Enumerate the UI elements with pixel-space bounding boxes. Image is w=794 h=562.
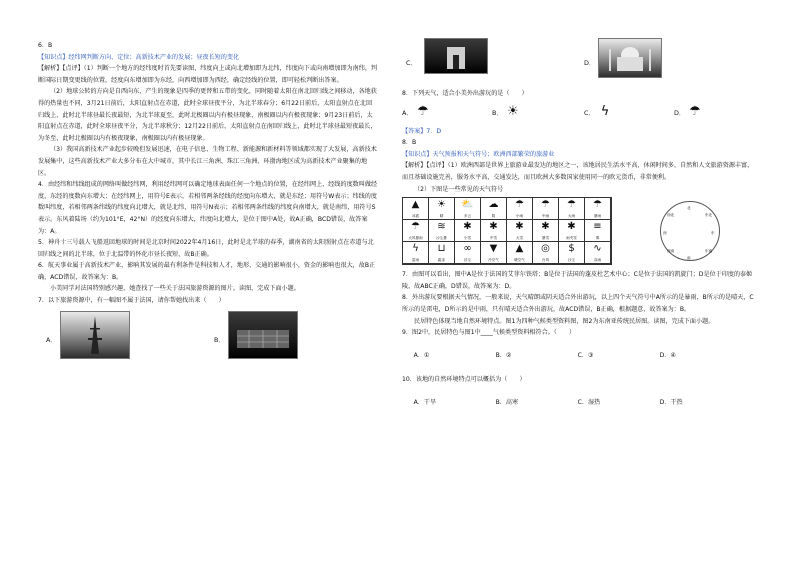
weather-symbol-cell xyxy=(429,242,455,264)
weather-symbol-caption: 台风 xyxy=(541,258,550,263)
analysis-paragraph-1: 【解析】【点评】（1）判断一个地方的经纬度时首先要读图，纬度向上或向北增加即为北纬，纬度向下或向南增加即为南纬，判断国际日期变更线的位置，经度向东增加即为东经，向西增加即为西经，确定经线的位置，即可轻松判断出答案。 xyxy=(38,65,378,84)
weather-option-b-label: B． xyxy=(492,108,503,117)
weather-symbol-cell xyxy=(507,198,533,220)
weather-symbol-caption: 浮尘 xyxy=(463,258,472,263)
analysis-right-1: 【解析】【点评】（1）欧洲西部是世界上旅游业最发达的地区之一，该地居民生活水平高，休闲时间多，自然和人文旅游资源丰富，而且基础设施完善，服务水平高，交通发达，而且欧洲大多数国家使用同一的欧元货币，非常便利。 xyxy=(402,162,754,181)
weather-symbol-icon: ϟ xyxy=(412,243,419,255)
weather-symbol-icon: ⛅ xyxy=(461,199,474,211)
q10-option-d: D．干热 xyxy=(659,398,683,406)
weather-symbol-caption: 小雪 xyxy=(463,236,472,241)
weather-symbol-icon: ▲ xyxy=(515,243,524,255)
weather-symbol-icon: $ xyxy=(568,243,575,255)
weather-symbol-cell xyxy=(507,242,533,264)
weather-symbol-caption: 中雨 xyxy=(541,214,550,219)
knowledge-tag-right: 【知识点】天气预报和天气符号；欧洲西部繁荣的旅游业 xyxy=(402,150,555,158)
weather-symbol-cell xyxy=(533,220,559,242)
weather-symbol-caption: 暴雪 xyxy=(541,236,550,241)
option-a-label: A． xyxy=(46,335,57,344)
analysis-paragraph-4: 4．由经纬和纬线组成的网络叫做经纬网，利用经纬网可以确定地球表面任何一个地点的位置，在经纬网上，经线的度数叫做经度，东经的度数向东增大；在经纬网上，用符号E表示，若相邻两条经线的经度向东增大，就是东经；用符号W表示；纬线的度数叫纬度，若相邻两条纬线的纬度向北增大，就是北纬，用符号N表示；若相邻两条纬线的纬度向南增大，就是南纬，用符号S表示。东风着陆场（约为101°E，42°N）的经度向东增大，纬度向北增大，是位于图中A处，故A正确，BCD错误，故答案为：A。 xyxy=(38,181,378,235)
wind-direction-label: 南 xyxy=(687,256,691,261)
weather-symbol-caption: 雾 xyxy=(595,236,600,241)
question-10-options xyxy=(402,385,758,420)
answer-7: 【答案】7．D xyxy=(402,127,442,135)
weather-symbol-cell xyxy=(429,220,455,242)
weather-symbol-cell xyxy=(559,242,585,264)
sunny-icon: ☀ xyxy=(507,103,519,119)
question-8: 8．下列天气，适合小美外出游玩的是（ ） xyxy=(402,90,528,97)
weather-symbol-caption: 雨夹雪 xyxy=(566,236,577,241)
rainstorm-icon: ☂ xyxy=(417,103,429,119)
weather-symbol-caption: 雷雨 xyxy=(411,258,420,263)
answer-8: 8．B xyxy=(402,139,417,147)
wind-direction-label: 北 xyxy=(687,206,691,211)
weather-symbol-caption: 大雨 xyxy=(567,214,576,219)
weather-symbol-caption: 沙尘 xyxy=(567,258,576,263)
weather-options xyxy=(402,100,758,126)
analysis-paragraph-6: 6．航天事业属于高新技术产业，影响其发展的最有利条件是科技和人才，地形、交通的影响很小，资金的影响也很大，故B正确，ACD错误，故答案为：B。 xyxy=(38,262,376,281)
lightning-icon: ϟ xyxy=(600,103,610,119)
weather-symbol-icon: ✱ xyxy=(515,221,524,233)
question-10: 10．该地的自然环境特点可以概括为（ ） xyxy=(402,375,526,383)
q9-option-b: B．② xyxy=(495,352,512,360)
weather-symbol-cell xyxy=(481,242,507,264)
weather-symbol-icon: ☂ xyxy=(541,199,550,211)
wind-direction-label: 东北 xyxy=(705,213,713,218)
weather-symbol-caption: 大雪 xyxy=(515,236,524,241)
weather-option-a-label: A． xyxy=(402,108,413,117)
weather-symbol-icon: ≋ xyxy=(437,221,446,233)
weather-symbol-icon: ☁ xyxy=(488,199,499,211)
reading-intro-2: 民居特色体现当地自然环境特点。图1为四种气候类型资料图，图2为东南亚传统民居图。读图，完成下面小题。 xyxy=(414,317,715,325)
right-column xyxy=(402,38,758,420)
weather-symbol-cell xyxy=(533,198,559,220)
weather-symbol-caption: 阴 xyxy=(491,214,496,219)
wind-direction-label: 西 xyxy=(663,231,667,236)
question-7-images-ab xyxy=(38,307,378,375)
option-c-label: C． xyxy=(406,59,417,67)
weather-symbol-icon: ☂ xyxy=(567,199,576,211)
weather-symbol-cell xyxy=(533,242,559,264)
weather-symbol-icon: ✱ xyxy=(567,221,576,233)
q10-option-a: A．干旱 xyxy=(413,398,437,406)
weather-symbol-caption: 大风暴雨 xyxy=(408,236,423,241)
weather-symbol-figure xyxy=(402,197,758,269)
weather-symbol-cell xyxy=(403,198,429,220)
weather-option-c-label: C． xyxy=(584,108,595,117)
weather-symbol-cell xyxy=(455,220,481,242)
eiffel-tower-photo xyxy=(60,311,130,359)
question-9: 9．图2中，民居特色与图1中____气候类型资料相符合。（ ） xyxy=(402,329,576,337)
weather-symbol-icon: ☂ xyxy=(515,199,524,211)
weather-symbol-cell xyxy=(559,198,585,220)
arc-de-triomphe-photo xyxy=(424,38,488,74)
weather-symbol-cell xyxy=(585,198,611,220)
weather-symbol-cell xyxy=(455,198,481,220)
weather-symbol-caption: 冻雨 xyxy=(593,258,602,263)
analysis-right-4: 8．外出游玩要根据天气情况，一般来说，天气晴朗或阴天适合外出游玩，以上四个天气符号中A所示的是暴雨，B所示的是晴天，C所示的是雷电，D所示的是中雨，只有晴天适合外出游玩，故ACD错误，B正确，根据题意，故答案为：B。 xyxy=(402,294,754,313)
option-b-label: B． xyxy=(214,335,225,344)
answer-6: 6．B xyxy=(38,42,53,49)
weather-symbol-cell xyxy=(481,220,507,242)
wind-direction-rose xyxy=(660,201,720,261)
weather-symbol-cell xyxy=(403,242,429,264)
weather-symbol-cell xyxy=(507,220,533,242)
weather-symbol-cell xyxy=(559,220,585,242)
weather-symbol-icon: ☀ xyxy=(437,199,446,211)
q10-option-b: B．高寒 xyxy=(495,398,519,406)
weather-symbol-icon: ∞ xyxy=(463,243,472,255)
weather-symbol-icon: ◎ xyxy=(541,243,550,255)
analysis-paragraph-2: （2）地球公转的方向是自西向东，产生的现象是四季的更替和五带的变化，同时随着太阳在南北回归线之间移动，各地获得的热量也不同，3月21日前后，太阳直射点在赤道，此时全球昼夜平分，为北半球春分；6月22日前后，太阳直射点在北回归线上，此时北半球昼最长夜最短，为北半球夏至，此时北极圈以内有极昼现象，南极圈以内有极夜现象；9月23日前后，太阳直射点在赤道，此时全球昼夜平分，为北半球秋分；12月22日前后，太阳直射点在南回归线上，此时北半球昼最短夜最长，为冬至，此时北极圈以内有极夜现象，南极圈以内有极昼现象。 xyxy=(38,88,377,142)
reading-intro: 小美同学对法国特别感兴趣，她查找了一些关于法国旅游资源的图片。读图，完成下面小题。 xyxy=(50,285,300,293)
question-7: 7．以下旅游资源中，有一幅图不属于法国，请你帮她找出来（ ） xyxy=(38,297,225,305)
weather-symbol-icon: ∿ xyxy=(593,243,602,255)
q9-option-d: D．④ xyxy=(659,352,676,360)
moderate-rain-icon: ☂ xyxy=(689,103,701,119)
analysis-paragraph-3: （3）我国高新技术产业起步较晚但发展迅速，在电子信息、生物工程、新能源和新材料等领域都实现了大发展，高新技术发展集中，这些高新技术产业大多分布在大中城市，其中长江三角洲、珠江三角洲、环渤海地区成为高新技术产业聚集的地区。 xyxy=(38,146,377,177)
weather-symbol-icon: ▲ xyxy=(411,199,420,211)
taj-mahal-photo xyxy=(598,38,662,78)
weather-symbol-icon: ✱ xyxy=(541,221,550,233)
weather-symbol-icon: ☂ xyxy=(411,221,420,233)
weather-symbol-icon: ▼ xyxy=(489,243,498,255)
pompidou-center-photo xyxy=(228,311,298,359)
weather-symbol-icon: ⊔ xyxy=(437,243,446,255)
analysis-right-3: 7．由图可以看出，图中A是位于法国的艾菲尔铁塔；B是位于法国的蓬皮杜艺术中心；C是位于法国的凯旋门；D是位于印度的泰姬陵，故ABC正确，D错误，故答案为：D。 xyxy=(402,271,753,290)
weather-symbol-caption: 暖空气 xyxy=(514,258,525,263)
weather-symbol-caption: 暴雨 xyxy=(593,214,602,219)
wind-direction-label: 西北 xyxy=(667,213,675,218)
weather-symbol-cell xyxy=(429,198,455,220)
option-d-label: D． xyxy=(584,59,596,67)
weather-symbol-caption: 冰雹 xyxy=(411,214,420,219)
q10-option-c: C．湿热 xyxy=(577,398,601,406)
weather-symbol-cell xyxy=(585,242,611,264)
question-7-images-cd xyxy=(402,38,758,88)
weather-symbol-icon: ✱ xyxy=(463,221,472,233)
wind-direction-label: 东南 xyxy=(705,249,713,254)
analysis-right-2: （2）下图是一些常见的天气符号 xyxy=(414,185,504,193)
weather-symbol-cell xyxy=(585,220,611,242)
left-column xyxy=(38,40,378,375)
question-9-options xyxy=(402,339,758,374)
weather-symbol-caption: 沙尘暴 xyxy=(436,236,447,241)
q9-option-c: C．③ xyxy=(577,352,594,360)
weather-symbol-caption: 霜冻 xyxy=(437,258,446,263)
weather-symbol-caption: 小雨 xyxy=(515,214,524,219)
weather-symbol-icon: ≡ xyxy=(593,221,602,233)
weather-symbol-caption: 多云 xyxy=(463,214,472,219)
weather-symbol-grid xyxy=(402,197,612,265)
weather-option-d-label: D． xyxy=(674,108,686,117)
wind-direction-label: 西南 xyxy=(667,249,675,254)
weather-symbol-caption: 晴 xyxy=(439,214,444,219)
weather-symbol-cell xyxy=(403,220,429,242)
weather-symbol-icon: ✱ xyxy=(489,221,498,233)
knowledge-tag: 【知识点】经纬网判断方向、定位；高新技术产业的发展；昼夜长短的变化 xyxy=(38,53,240,61)
weather-symbol-cell xyxy=(455,242,481,264)
weather-symbol-caption: 中雪 xyxy=(489,236,498,241)
weather-symbol-icon: ☂ xyxy=(593,199,602,211)
wind-direction-label: 东 xyxy=(711,231,715,236)
weather-symbol-cell xyxy=(481,198,507,220)
analysis-paragraph-5: 5．神舟十三号载人飞船返回地球的时间是北京时间2022年4月16日，此时是北半球的春季，湖南省的太阳照射点在赤道与北回归线之间的北半球，位于北温带的怀化市昼长夜短，故B正确。 xyxy=(38,239,374,258)
q9-option-a: A．① xyxy=(413,352,430,360)
weather-symbol-caption: 冷空气 xyxy=(488,258,499,263)
